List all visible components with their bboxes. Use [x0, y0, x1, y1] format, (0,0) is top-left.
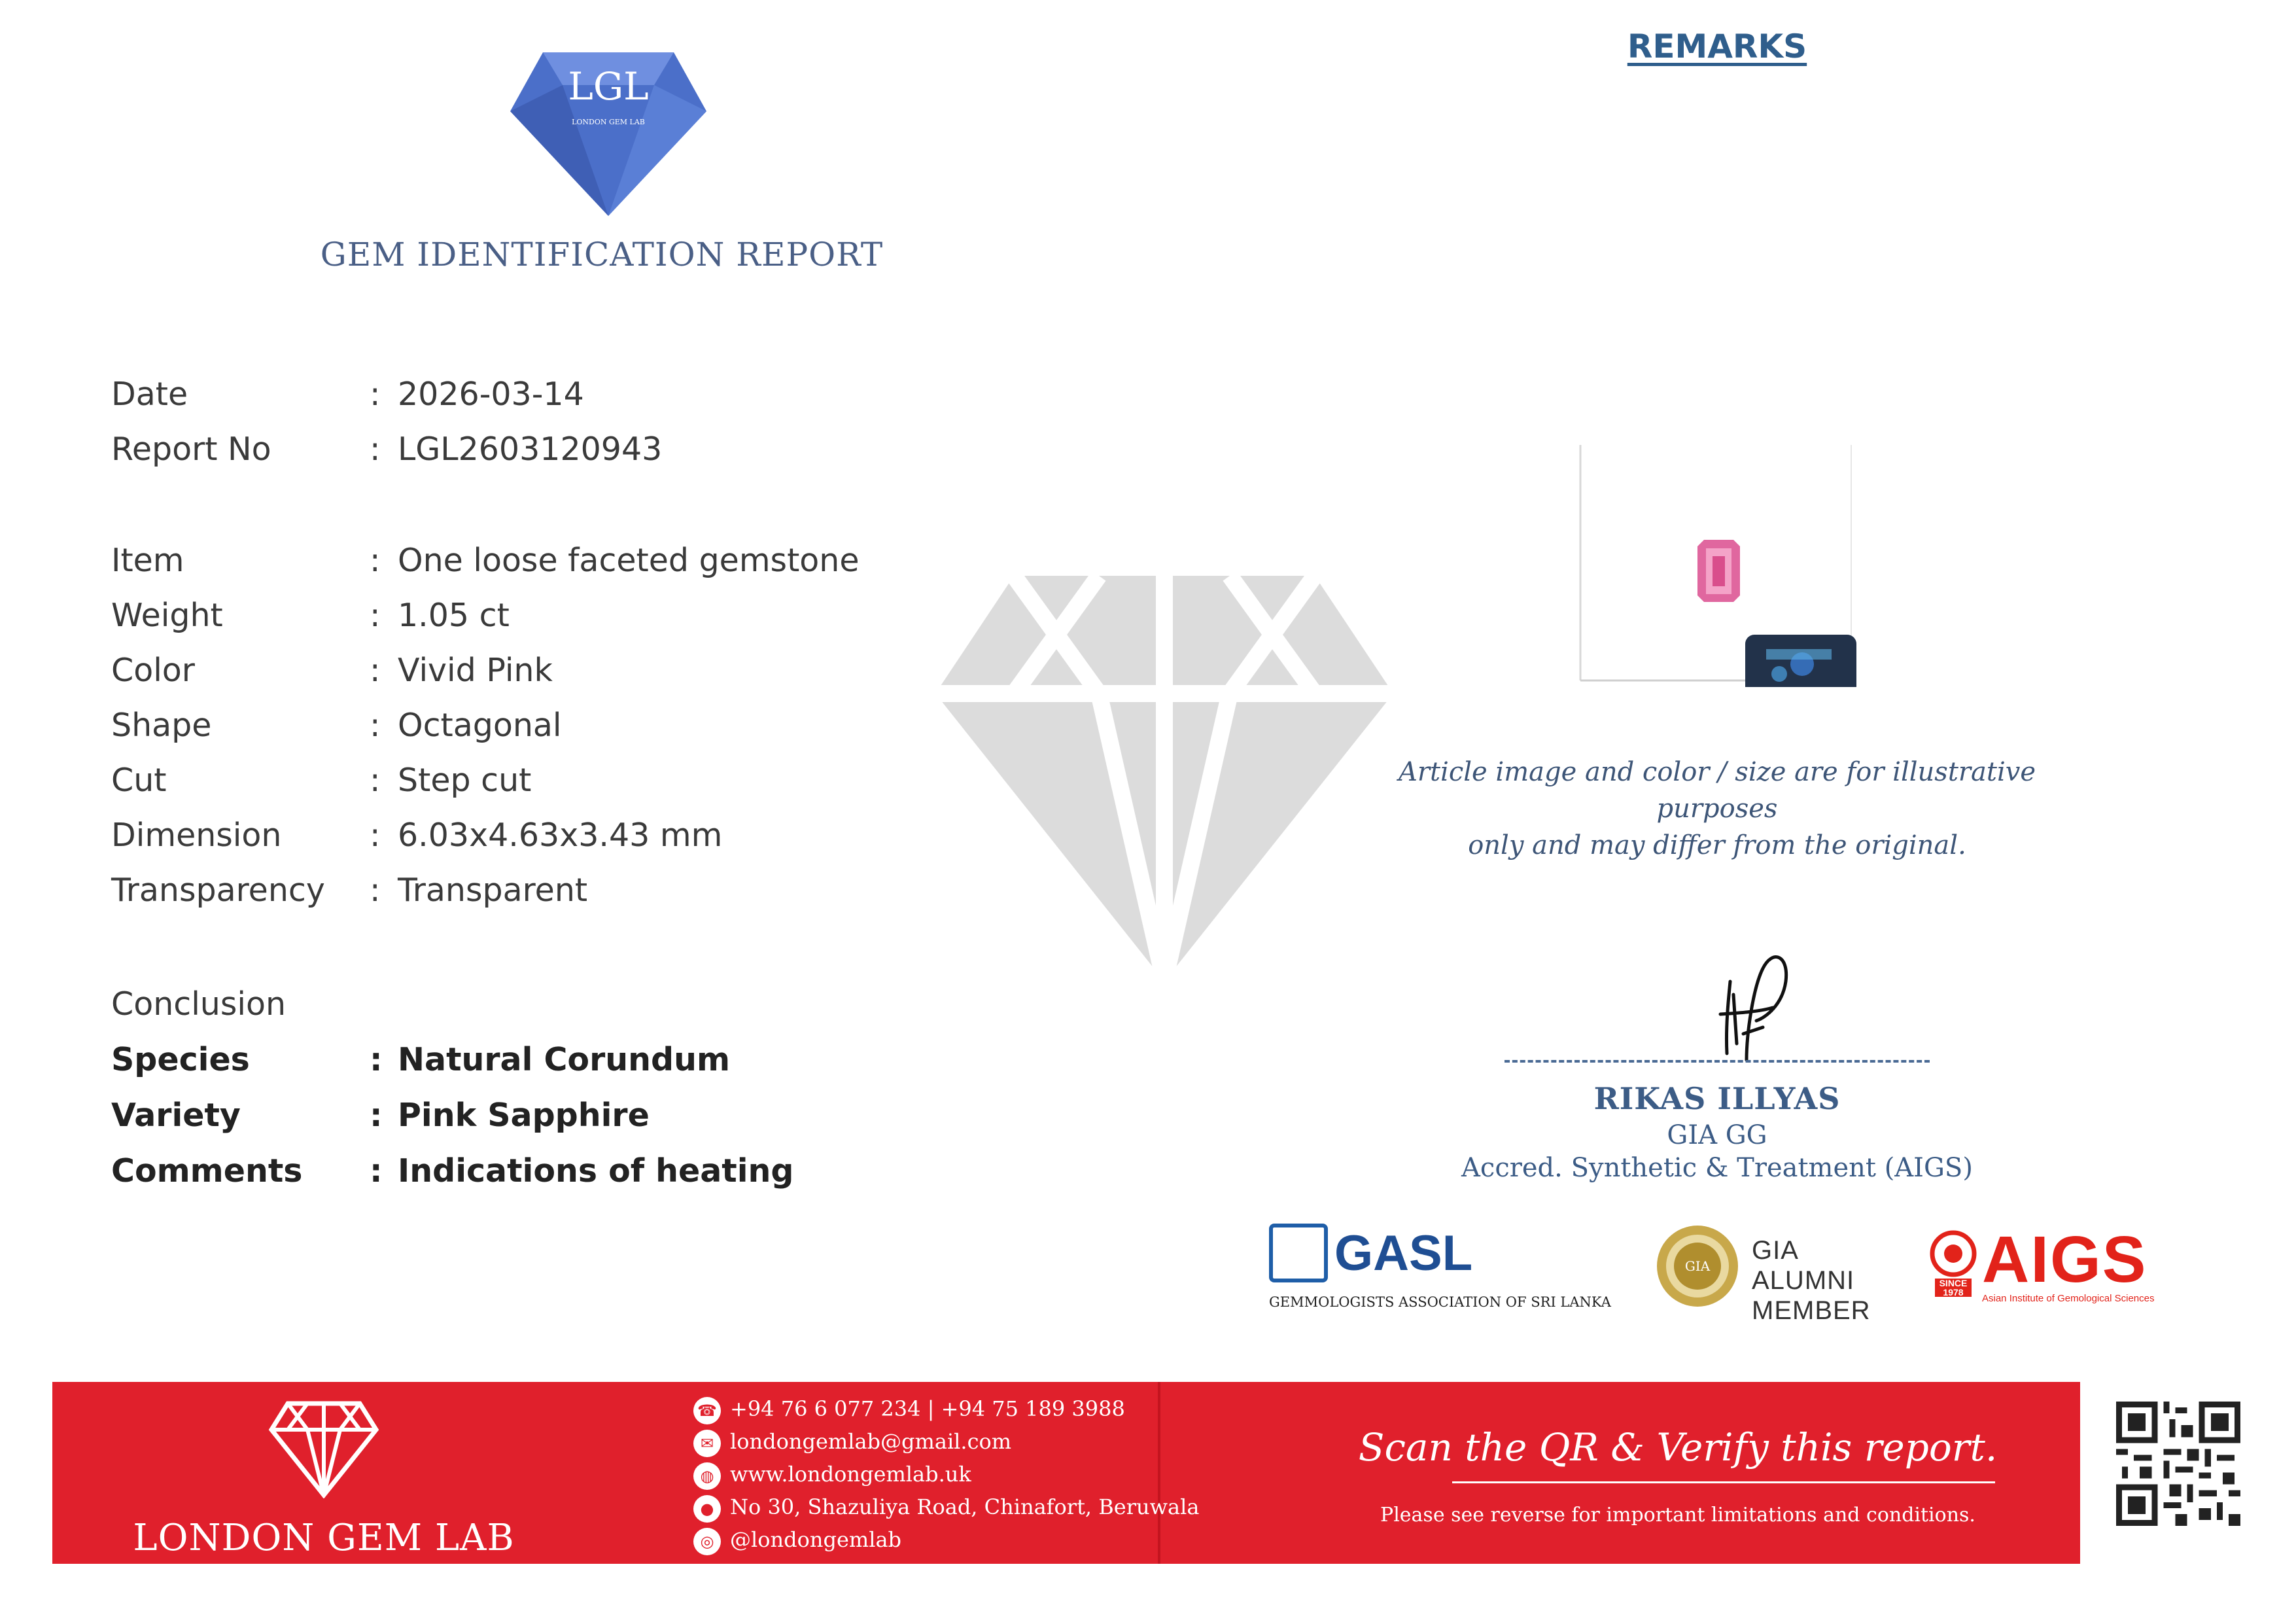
- field-value: Vivid Pink: [398, 652, 553, 689]
- field-label: Cut: [111, 762, 167, 799]
- gasl-emblem-icon: [1269, 1224, 1328, 1282]
- field-separator: :: [370, 431, 381, 468]
- diamond-icon: [268, 1400, 379, 1498]
- signatory-name: RIKAS ILLYAS: [1593, 1081, 1841, 1116]
- field-separator: :: [370, 597, 381, 634]
- footer-brand: LONDON GEM LAB: [133, 1517, 515, 1559]
- email-text: londongemlab@gmail.com: [730, 1429, 1012, 1454]
- field-value: Transparent: [398, 872, 588, 909]
- gasl-name: GASL: [1334, 1226, 1473, 1281]
- gia-seal-icon: [1655, 1224, 1740, 1309]
- field-separator: :: [370, 1097, 383, 1134]
- field-value: LGL2603120943: [398, 431, 663, 468]
- gia-alumni-text: [1752, 1235, 1904, 1326]
- field-label: Comments: [111, 1152, 303, 1190]
- website-text: www.londongemlab.uk: [730, 1462, 971, 1487]
- field-label: Shape: [111, 707, 212, 744]
- field-value: Pink Sapphire: [398, 1097, 650, 1134]
- field-label: Transparency: [111, 872, 325, 909]
- article-image: [1576, 445, 1858, 687]
- disclaimer-line: Article image and color / size are for illustrative purposes: [1398, 757, 2036, 824]
- gia-alumni-logo: [1655, 1224, 1904, 1325]
- aigs-logo: [1930, 1223, 2178, 1309]
- field-separator: :: [370, 707, 381, 744]
- contact-address: [693, 1494, 1199, 1523]
- field-label: Color: [111, 652, 195, 689]
- qr-code-icon: [2116, 1402, 2240, 1526]
- field-separator: :: [370, 762, 381, 799]
- report-title: GEM IDENTIFICATION REPORT: [320, 236, 884, 274]
- qr-code[interactable]: [2080, 1382, 2250, 1564]
- aigs-fullname: Asian Institute of Gemological Sciences: [1982, 1293, 2155, 1304]
- field-value: 6.03x4.63x3.43 mm: [398, 817, 723, 854]
- social-text: @londongemlab: [730, 1527, 902, 1552]
- field-label: Variety: [111, 1097, 241, 1134]
- social-icon: ◎: [693, 1528, 721, 1555]
- remarks-heading: REMARKS: [1627, 27, 1807, 65]
- field-value: 2026-03-14: [398, 376, 584, 413]
- gia-alumni-line: GIA ALUMNI: [1752, 1236, 1855, 1295]
- disclaimer-line: only and may differ from the original.: [1468, 830, 1966, 860]
- signature-line: [1505, 1060, 1930, 1063]
- phone-icon: ☎: [693, 1397, 721, 1424]
- location-pin-icon: ●: [693, 1495, 721, 1523]
- globe-icon: ◍: [693, 1462, 721, 1490]
- contact-website[interactable]: [693, 1462, 971, 1490]
- field-value: Indications of heating: [398, 1152, 794, 1190]
- image-disclaimer: [1374, 754, 2061, 864]
- svg-text:LGL: LGL: [568, 64, 649, 109]
- field-value: 1.05 ct: [398, 597, 510, 634]
- field-label: Species: [111, 1041, 250, 1078]
- signatory-accreditation: Accred. Synthetic & Treatment (AIGS): [1461, 1153, 1973, 1183]
- aigs-emblem-icon: [1930, 1230, 1977, 1277]
- field-separator: :: [370, 542, 381, 579]
- aigs-since-badge: SINCE 1978: [1935, 1279, 1972, 1297]
- cta-underline: [1452, 1481, 1995, 1483]
- contact-phone: [693, 1396, 1125, 1424]
- field-label: Item: [111, 542, 184, 579]
- field-separator: :: [370, 652, 381, 689]
- signature: [1648, 929, 1845, 1086]
- aigs-name: AIGS: [1982, 1223, 2148, 1296]
- lgl-logo: [510, 52, 706, 216]
- conclusion-label: Conclusion: [111, 985, 287, 1023]
- field-value: Octagonal: [398, 707, 562, 744]
- footer-divider: [1158, 1382, 1160, 1564]
- field-value: Step cut: [398, 762, 532, 799]
- contact-email[interactable]: [693, 1429, 1011, 1457]
- svg-text:GIA: GIA: [1684, 1258, 1711, 1274]
- field-separator: :: [370, 1041, 383, 1078]
- address-text: No 30, Shazuliya Road, Chinafort, Beruwala: [730, 1494, 1200, 1519]
- field-label: Date: [111, 376, 188, 413]
- field-separator: :: [370, 817, 381, 854]
- gasl-fullname: GEMMOLOGISTS ASSOCIATION OF SRI LANKA: [1269, 1294, 1611, 1310]
- field-label: Dimension: [111, 817, 282, 854]
- diamond-watermark-icon: [935, 576, 1393, 981]
- gasl-logo: [1269, 1224, 1622, 1315]
- gia-member-line: MEMBER: [1752, 1296, 1871, 1325]
- phone-text: +94 76 6 077 234 | +94 75 189 3988: [730, 1396, 1125, 1421]
- field-value: Natural Corundum: [398, 1041, 731, 1078]
- email-icon: ✉: [693, 1430, 721, 1457]
- field-label: Weight: [111, 597, 223, 634]
- field-separator: :: [370, 872, 381, 909]
- signatory-credential: GIA GG: [1667, 1120, 1767, 1150]
- svg-text:LONDON GEM LAB: LONDON GEM LAB: [572, 118, 645, 126]
- pink-sapphire-icon: [1697, 540, 1740, 602]
- field-separator: :: [370, 1152, 383, 1190]
- reverse-note: Please see reverse for important limitations and conditions.: [1380, 1504, 1975, 1527]
- field-separator: :: [370, 376, 381, 413]
- scan-qr-cta: Scan the QR & Verify this report.: [1358, 1425, 1998, 1470]
- field-value: One loose faceted gemstone: [398, 542, 860, 579]
- field-label: Report No: [111, 431, 271, 468]
- contact-social[interactable]: [693, 1527, 901, 1555]
- hologram-seal-icon: [1745, 635, 1856, 687]
